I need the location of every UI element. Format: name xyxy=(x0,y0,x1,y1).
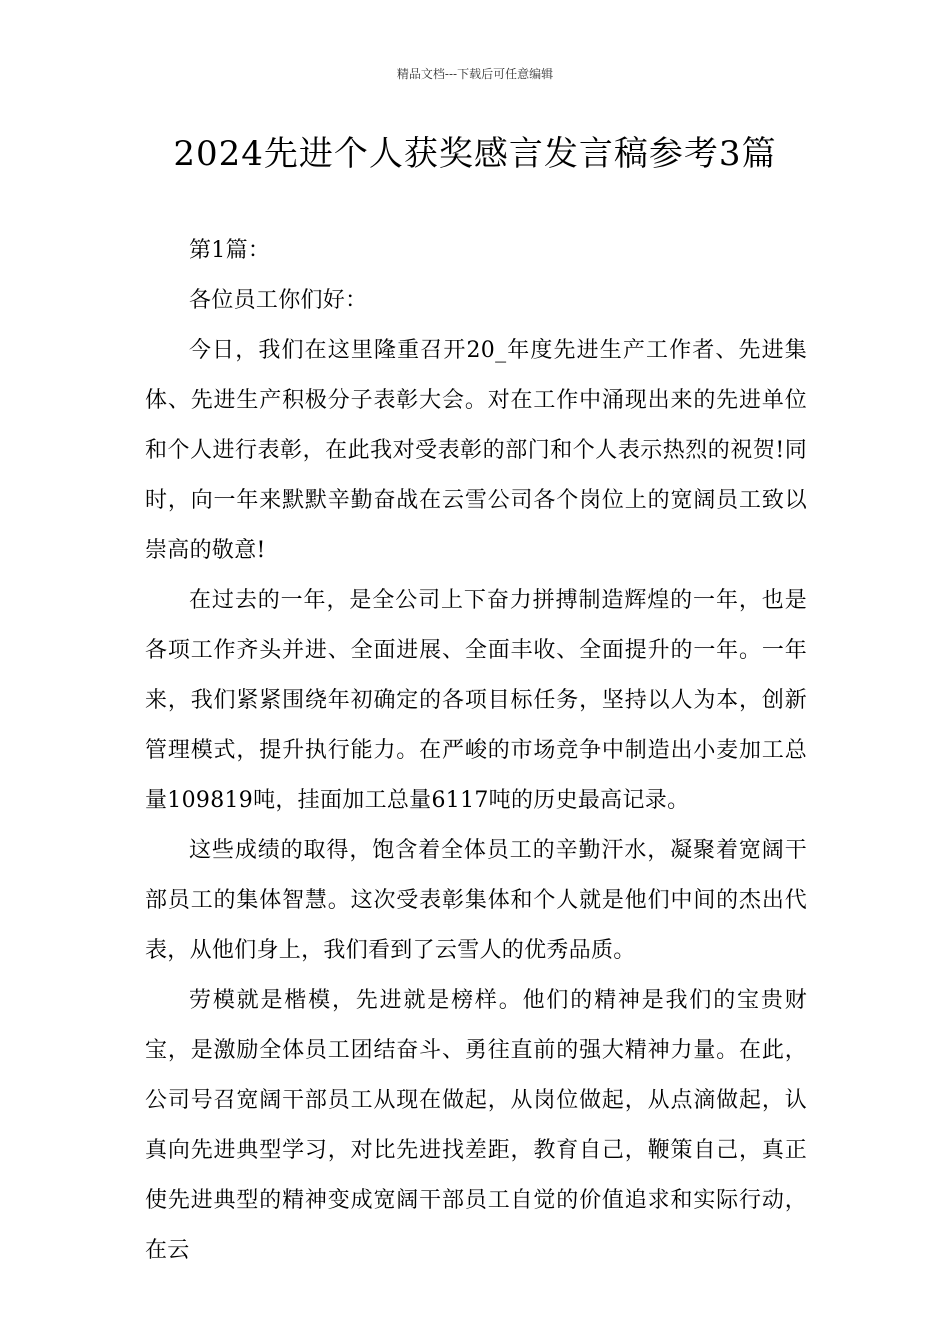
body-paragraph: 劳模就是楷模，先进就是榜样。他们的精神是我们的宝贵财宝，是激励全体员工团结奋斗、勇往直前的强大精神力量。在此，公司号召宽阔干部员工从现在做起，从岗位做起，从点滴做起，认真向先进典型学习，对比先进找差距，教育自己，鞭策自己，真正使先进典型的精神变成宽阔干部员工自觉的价值追求和实际行动，在云 xyxy=(145,988,807,1263)
salutation: 各位员工你们好： xyxy=(189,288,368,313)
section-heading: 第1篇： xyxy=(189,238,271,263)
body-paragraph: 今日，我们在这里隆重召开20_年度先进生产工作者、先进集体、先进生产积极分子表彰大会。对在工作中涌现出来的先进单位和个人进行表彰，在此我对受表彰的部门和个人表示热烈的祝贺!同时，向一年来默默辛勤奋战在云雪公司各个岗位上的宽阔员工致以崇高的敬意! xyxy=(145,338,807,563)
document-title: 2024先进个人获奖感言发言稿参考3篇 xyxy=(173,134,777,174)
document-body xyxy=(145,226,807,1276)
body-paragraph: 这些成绩的取得，饱含着全体员工的辛勤汗水，凝聚着宽阔干部员工的集体智慧。这次受表彰集体和个人就是他们中间的杰出代表，从他们身上，我们看到了云雪人的优秀品质。 xyxy=(145,838,807,963)
body-paragraph: 在过去的一年，是全公司上下奋力拼搏制造辉煌的一年，也是各项工作齐头并进、全面进展、全面丰收、全面提升的一年。一年来，我们紧紧围绕年初确定的各项目标任务，坚持以人为本，创新管理模式，提升执行能力。在严峻的市场竞争中制造出小麦加工总量109819吨，挂面加工总量6117吨的历史最高记录。 xyxy=(145,588,807,813)
header-note: 精品文档---下载后可任意编辑 xyxy=(396,67,554,81)
